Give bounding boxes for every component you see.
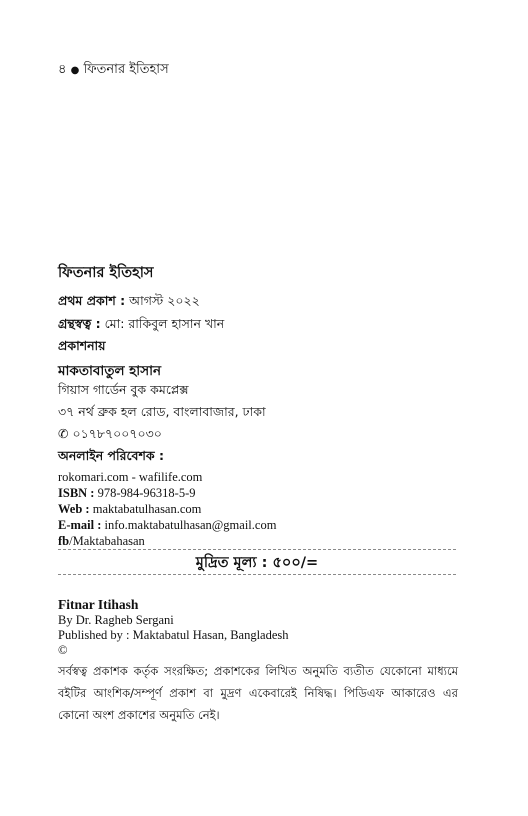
isbn-line — [58, 486, 196, 501]
rights-notice: সর্বস্বত্ব প্রকাশক কর্তৃক সংরক্ষিত; প্রকাশকের লিখিত অনুমতি ব্যতীত যেকোনো মাধ্যমে বইটির আংশিক/সম্পূর্ণ প্রকাশ বা মুদ্রণ একেবারেই নিষিদ্ধ। পিডিএফ আকারেও এর কোনো অংশ প্রকাশের অনুমতি নেই। — [58, 664, 458, 722]
bullet-icon: ● — [70, 65, 80, 76]
facebook-label: fb — [58, 534, 70, 548]
email-value: info.maktabatulhasan@gmail.com — [104, 518, 277, 532]
copyright-value: মো: রাকিবুল হাসান খান — [104, 316, 225, 331]
book-title: ফিতনার ইতিহাস — [58, 265, 154, 281]
copyright-label: গ্রন্থস্বত্ব : — [58, 316, 101, 331]
english-title: Fitnar Itihash — [58, 597, 139, 612]
web-line — [58, 502, 201, 517]
email-label: E-mail : — [58, 518, 102, 532]
english-publisher: Published by : Maktabatul Hasan, Bangladesh — [58, 628, 289, 642]
running-title: ফিতনার ইতিহাস — [83, 62, 169, 77]
online-distributor-label: অনলাইন পরিবেশক : — [58, 448, 164, 463]
phone-icon: ✆ — [58, 426, 69, 441]
facebook-value: /Maktabahasan — [69, 534, 145, 548]
first-edition-line — [58, 293, 200, 313]
address-line-1: গিয়াস গার্ডেন বুক কমপ্লেক্স — [58, 382, 189, 397]
english-author: By Dr. Ragheb Sergani — [58, 613, 174, 627]
page-number: ৪ — [58, 62, 67, 77]
first-edition-value: আগস্ট ২০২২ — [129, 293, 200, 308]
divider-top — [58, 549, 456, 550]
facebook-line — [58, 534, 145, 549]
publisher-heading: প্রকাশনায় — [58, 338, 106, 353]
isbn-value: 978-984-96318-5-9 — [97, 486, 196, 500]
web-value: maktabatulhasan.com — [92, 502, 202, 516]
divider-bottom — [58, 574, 456, 575]
running-header — [58, 60, 169, 81]
isbn-label: ISBN : — [58, 486, 95, 500]
copyright-symbol: © — [58, 643, 68, 657]
phone-number: ০১৭৮৭০০৭০৩০ — [72, 426, 162, 441]
email-line — [58, 518, 276, 533]
online-distributor-value: rokomari.com - wafilife.com — [58, 470, 203, 484]
phone-line — [58, 426, 162, 446]
first-edition-label: প্রথম প্রকাশ : — [58, 293, 126, 308]
publisher-name: মাকতাবাতুল হাসান — [58, 363, 162, 379]
copyright-line — [58, 316, 224, 336]
printed-price: মুদ্রিত মূল্য : ৫০০/= — [195, 555, 319, 571]
web-label: Web : — [58, 502, 90, 516]
address-line-2: ৩৭ নর্থ ব্রুক হল রোড, বাংলাবাজার, ঢাকা — [58, 404, 266, 419]
